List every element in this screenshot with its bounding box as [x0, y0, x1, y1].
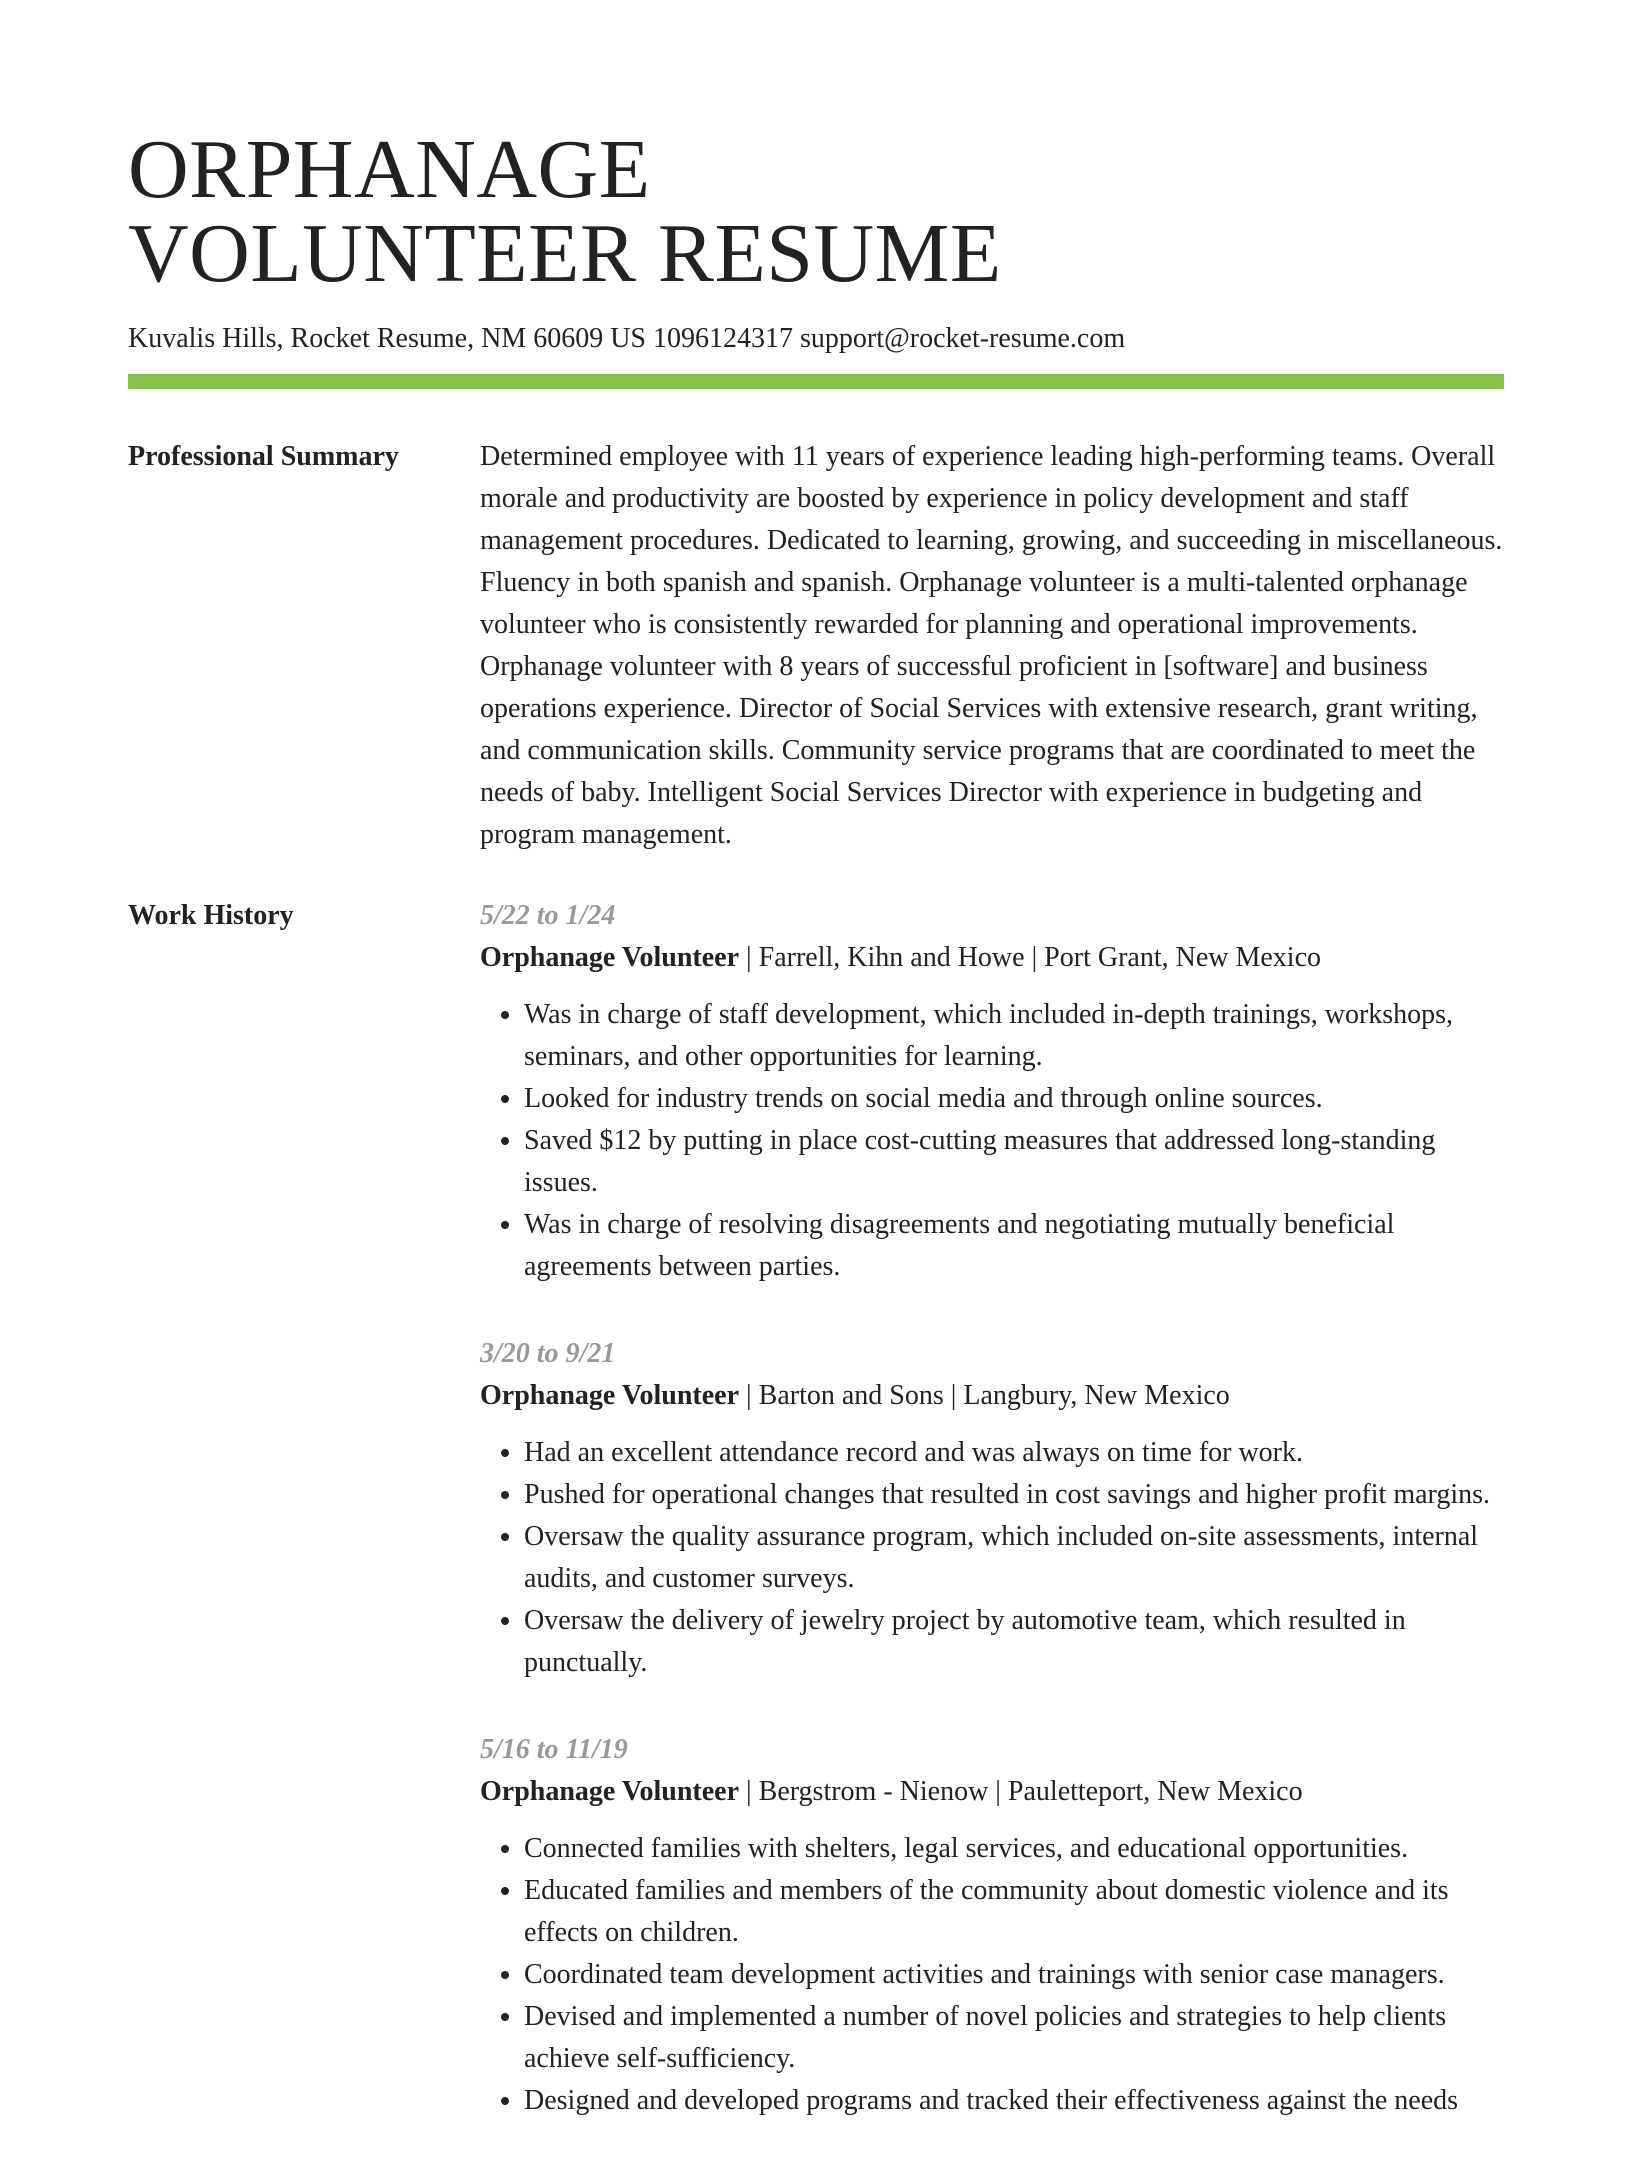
job-bullet: • Coordinated team development activities and trainings with senior case managers. — [524, 1954, 1504, 1996]
job-dates: 5/22 to 1/24 — [480, 900, 616, 931]
contact-info: Kuvalis Hills, Rocket Resume, NM 60609 US 1096124317 support@rocket-resume.com — [128, 323, 1126, 354]
section-label-summary: Professional Summary — [128, 441, 399, 472]
title-line-2: VOLUNTEER RESUME — [128, 207, 1002, 300]
summary-body — [480, 439, 1504, 856]
job-entry — [480, 1732, 1504, 2122]
job-company-location: | Barton and Sons | Langbury, New Mexico — [739, 1380, 1230, 1411]
job-entry — [480, 898, 1504, 1288]
job-company-location: | Bergstrom - Nienow | Pauletteport, New Mexico — [739, 1776, 1303, 1807]
job-title: Orphanage Volunteer — [480, 942, 740, 973]
title-line-1: ORPHANAGE — [128, 123, 651, 216]
job-bullet: • Was in charge of resolving disagreements and negotiating mutually beneficial agreements between parties. — [524, 1204, 1504, 1288]
job-heading — [480, 1774, 1504, 1810]
job-dates: 3/20 to 9/21 — [480, 1338, 616, 1369]
work-history-section — [128, 898, 1504, 2170]
summary-text: Determined employee with 11 years of experience leading high-performing teams. Overall morale and productivity are boosted by experience in policy development and staff management procedures. Dedicated to learning, growing, and succeeding in miscellaneous. Fluency in both spanish and spanish. Orphanage volunteer is a multi-talented orphanage volunteer who is consistently rewarded for planning and operational improvements. Orphanage volunteer with 8 years of successful proficient in [software] and business operations experience. Director of Social Services with extensive research, grant writing, and communication skills. Community service programs that are coordinated to meet the needs of baby. Intelligent Social Services Director with experience in budgeting and program management. — [480, 441, 1503, 850]
job-bullet: • Was in charge of staff development, which included in-depth trainings, workshops, seminars, and other opportunities for learning. — [524, 994, 1504, 1078]
job-heading — [480, 940, 1504, 976]
job-bullets — [480, 994, 1504, 1288]
job-company-location: | Farrell, Kihn and Howe | Port Grant, New Mexico — [739, 942, 1322, 973]
job-bullet: • Devised and implemented a number of novel policies and strategies to help clients achieve self-sufficiency. — [524, 1996, 1504, 2080]
job-bullet: • Educated families and members of the community about domestic violence and its effects on children. — [524, 1870, 1504, 1954]
work-history-body — [480, 898, 1504, 2170]
job-bullet: • Pushed for operational changes that resulted in cost savings and higher profit margins. — [524, 1474, 1504, 1516]
job-bullets — [480, 1828, 1504, 2122]
job-bullets — [480, 1432, 1504, 1684]
page-title — [128, 0, 1504, 300]
job-dates: 5/16 to 11/19 — [480, 1734, 628, 1765]
job-title: Orphanage Volunteer — [480, 1380, 740, 1411]
job-bullet: • Looked for industry trends on social media and through online sources. — [524, 1078, 1504, 1120]
section-label-work: Work History — [128, 900, 294, 931]
resume-page — [128, 0, 1504, 2170]
job-bullet: • Saved $12 by putting in place cost-cutting measures that addressed long-standing issues. — [524, 1120, 1504, 1204]
accent-divider — [128, 374, 1504, 389]
job-bullet: • Had an excellent attendance record and was always on time for work. — [524, 1432, 1504, 1474]
job-entry — [480, 1336, 1504, 1684]
professional-summary-section — [128, 439, 1504, 856]
job-heading — [480, 1378, 1504, 1414]
job-bullet: • Connected families with shelters, legal services, and educational opportunities. — [524, 1828, 1504, 1870]
job-bullet: • Oversaw the delivery of jewelry project by automotive team, which resulted in punctually. — [524, 1600, 1504, 1684]
job-bullet: • Oversaw the quality assurance program, which included on-site assessments, internal audits, and customer surveys. — [524, 1516, 1504, 1600]
job-bullet: • Designed and developed programs and tracked their effectiveness against the needs — [524, 2080, 1504, 2122]
job-title: Orphanage Volunteer — [480, 1776, 740, 1807]
